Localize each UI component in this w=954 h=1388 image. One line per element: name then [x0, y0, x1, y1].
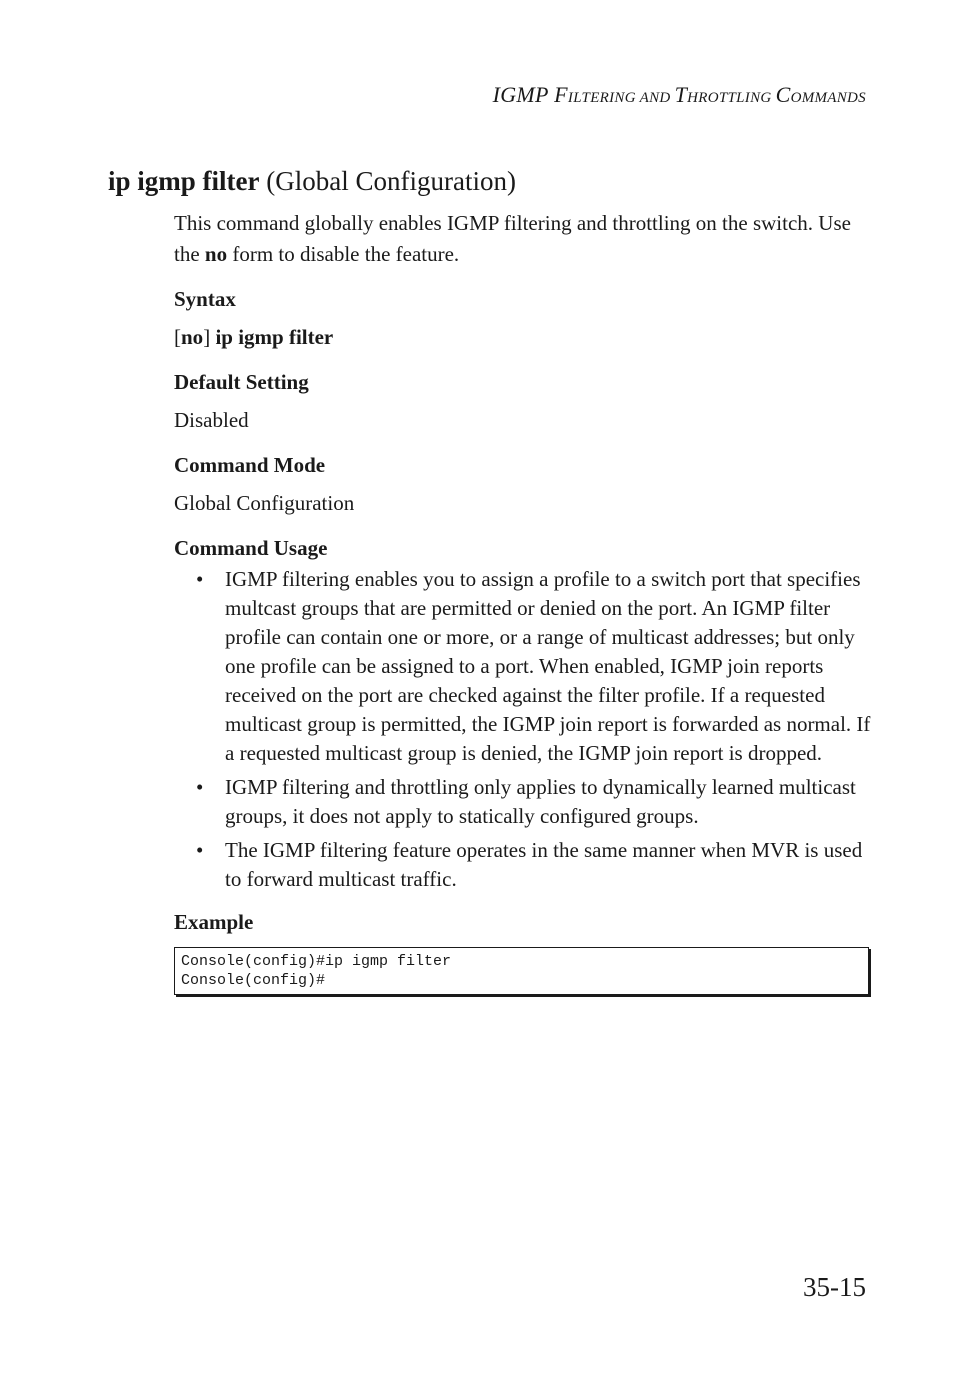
default-setting-value: Disabled	[174, 408, 249, 432]
header-seg-3: T	[674, 82, 688, 107]
header-seg-1: F	[554, 82, 568, 107]
intro-text-after: form to disable the feature.	[227, 242, 460, 266]
intro-paragraph	[174, 208, 874, 270]
bullet-icon: •	[196, 567, 204, 591]
running-header	[493, 82, 866, 108]
usage-item	[196, 836, 874, 894]
code-line: Console(config)#	[181, 972, 326, 989]
usage-item-text: IGMP filtering enables you to assign a profile to a switch port that specifies multcast groups that are permitted or denied on the port. An IGMP filter profile can contain one or more, or a range of multicast addresses; but only one profile can be assigned to a port. When enabled, IGMP join reports received on the port are checked against the filter profile. If a requested multicast group is permitted, the IGMP join report is forwarded as normal. If a requested multicast group is denied, the IGMP join report is dropped.	[225, 567, 871, 765]
intro-keyword: no	[204, 242, 228, 266]
usage-item	[196, 773, 874, 831]
header-seg-2: ILTERING AND	[567, 90, 675, 106]
usage-item-text: IGMP filtering and throttling only applies to dynamically learned multicast groups, it does not apply to statically configured groups.	[225, 775, 856, 828]
syntax-line	[174, 322, 874, 353]
example-heading: Example	[174, 910, 254, 934]
example-code-block	[174, 947, 869, 995]
syntax-close-bracket: ]	[203, 325, 216, 349]
code-line: Console(config)#ip igmp filter	[181, 953, 452, 970]
usage-item	[196, 565, 874, 768]
command-context: (Global Configuration)	[259, 166, 516, 196]
bullet-icon: •	[196, 775, 204, 799]
header-seg-5: C	[775, 82, 791, 107]
bullet-icon: •	[196, 838, 204, 862]
command-mode-value: Global Configuration	[174, 491, 355, 515]
syntax-heading: Syntax	[174, 287, 236, 311]
syntax-open-bracket: [	[174, 325, 181, 349]
command-name: ip igmp filter	[108, 166, 260, 196]
command-mode-heading: Command Mode	[174, 453, 326, 477]
page-number: 35-15	[803, 1272, 866, 1302]
command-content	[174, 208, 874, 995]
syntax-keyword: no	[181, 325, 204, 349]
usage-item-text: The IGMP filtering feature operates in the same manner when MVR is used to forward multicast traffic.	[225, 838, 863, 891]
intro-text-before: This command globally enables IGMP filtering and throttling on the switch. Use the	[174, 211, 851, 266]
header-seg-4: HROTTLING	[687, 90, 776, 106]
default-setting-heading: Default Setting	[174, 370, 309, 394]
command-usage-list	[196, 565, 874, 894]
header-seg-6: OMMANDS	[790, 90, 866, 106]
syntax-command: ip igmp filter	[215, 325, 334, 349]
command-usage-heading: Command Usage	[174, 536, 328, 560]
command-title	[108, 166, 516, 197]
header-seg-0: IGMP	[492, 82, 555, 107]
